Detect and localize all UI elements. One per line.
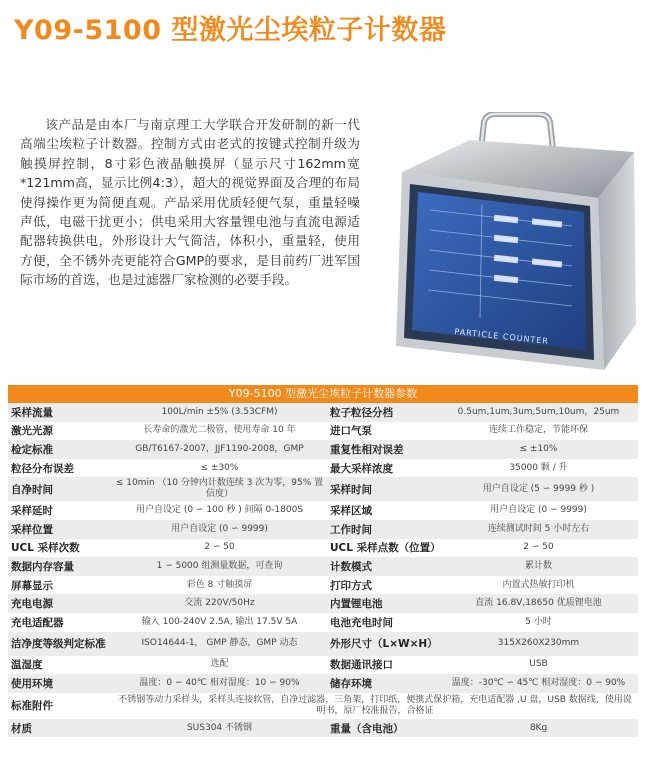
spec-label: 洁净度等级判定标准 — [11, 638, 106, 651]
spec-value: 直流 16.8V,18650 优质锂电池 — [475, 598, 602, 609]
spec-label: 打印方式 — [330, 579, 372, 592]
spec-label: 屏幕显示 — [11, 579, 53, 592]
spec-label: 最大采样浓度 — [330, 462, 393, 475]
spec-label: 粒径分布误差 — [11, 462, 74, 475]
spec-value: 100L/min ±5% (3.53CFM) — [161, 406, 278, 417]
spec-label: 自净时间 — [11, 483, 53, 496]
spec-value: 2 ∽ 50 — [204, 542, 235, 553]
spec-row — [8, 403, 638, 422]
product-description: 该产品是由本厂与南京理工大学联合开发研制的新一代高端尘埃粒子计数器。控制方式由老式的按键式控制升级为触摸屏控制，8寸彩色液晶触摸屏（显示尺寸162mm宽*121mm高，显示比例4:3），超大的视觉界面及合理的布局使得操作更为简便直观。产品采用优质轻便气泵，重量轻噪声低，电磁干扰更小；供电采用大容量锂电池与直流电源适配器转换供电，外形设计大气简洁，体积小，重量轻，使用方便，全不锈外壳更能符合GMP的要求，是目前药厂进军国际市场的首选，也是过滤器厂家检测的必要手段。 — [20, 117, 360, 288]
spec-row — [8, 632, 638, 656]
spec-value: 8Kg — [529, 722, 548, 733]
spec-label: 重量（含电池） — [330, 722, 404, 735]
spec-row — [8, 440, 638, 459]
spec-value: 交流 220V/50Hz — [184, 598, 255, 609]
spec-label: 数据内存容量 — [11, 560, 74, 573]
spec-row — [8, 557, 638, 576]
spec-value: ≤ 10min （10 分钟内计数连续 3 次为零，95% 置信度） — [115, 478, 324, 500]
spec-label: 充电适配器 — [11, 616, 64, 629]
spec-value: 315X260X230mm — [497, 638, 580, 649]
spec-value: 0.5um,1um,3um,5um,10um，25um — [457, 406, 620, 417]
spec-row — [8, 693, 638, 719]
spec-value: 不锈钢等动力采样头，采样头连接软管，自净过滤器，三角架，打印纸，便携式保护箱，充电适配器 ,U 盘，USB 数据线，使用说明书，原厂校准报告，合格证 — [118, 694, 632, 716]
spec-value: ≤ ±10% — [519, 443, 558, 454]
spec-value: 连续工作稳定，节能环保 — [488, 425, 588, 436]
spec-value: 选配 — [210, 659, 229, 670]
spec-value: 35000 颗 / 升 — [509, 462, 568, 473]
spec-value: USB — [529, 659, 548, 670]
spec-value: GB/T6167-2007，JJF1190-2008，GMP — [135, 443, 304, 454]
spec-value: 用户自设定 (0 ∽ 9999) — [490, 505, 587, 516]
spec-row — [8, 422, 638, 441]
spec-label: UCL 采样点数（位置） — [330, 542, 441, 555]
spec-row — [8, 501, 638, 520]
spec-value: 温度：0 ∽ 40℃ 相对湿度：10 ∽ 90% — [139, 677, 300, 688]
spec-value: 温度：-30℃ ∽ 45℃ 相对湿度：0 ∽ 90% — [451, 677, 626, 688]
spec-value: 用户自设定 (5 ∽ 9999 秒 ) — [482, 483, 595, 494]
spec-value: ≤ ±30% — [200, 462, 239, 473]
spec-row — [8, 576, 638, 595]
spec-value: 内置式热敏打印机 — [502, 579, 575, 590]
spec-label: 检定标准 — [11, 443, 53, 456]
spec-row — [8, 594, 638, 613]
spec-label: 采样区域 — [330, 505, 372, 518]
spec-label: 采样位置 — [11, 523, 53, 536]
spec-row — [8, 719, 638, 738]
spec-row — [8, 674, 638, 693]
spec-row — [8, 656, 638, 675]
spec-value: 5 小时 — [525, 616, 552, 627]
spec-label: 使用环境 — [11, 677, 53, 690]
spec-label: 数据通讯接口 — [330, 659, 393, 672]
spec-label: 材质 — [11, 722, 32, 735]
spec-value: SUS304 不锈钢 — [186, 722, 253, 733]
spec-row — [8, 613, 638, 632]
page-title: Y09-5100 型激光尘埃粒子计数器 — [14, 15, 447, 46]
spec-value: 长寿命的激光二极管，使用寿命 10 年 — [143, 425, 296, 436]
particle-counter-image — [372, 112, 640, 380]
spec-row — [8, 520, 638, 539]
spec-label: 标准附件 — [11, 700, 53, 713]
spec-label: 采样流量 — [11, 406, 53, 419]
spec-row — [8, 539, 638, 558]
spec-table-caption: Y09-5100 型激光尘埃粒子计数器参数 — [8, 385, 638, 403]
spec-label: 电池充电时间 — [330, 616, 393, 629]
spec-label: 内置锂电池 — [330, 598, 383, 611]
spec-value: 连续测试时间 5 小时左右 — [487, 523, 590, 534]
spec-value: 用户自设定 (0 ∽ 9999) — [171, 523, 268, 534]
spec-value: 2 ∽ 50 — [523, 542, 554, 553]
spec-value: 用户自设定 (0 ∽ 100 秒 ) 间隔 0-1800S — [135, 505, 304, 516]
spec-label: 重复性相对误差 — [330, 443, 404, 456]
spec-row — [8, 459, 638, 478]
spec-table — [8, 385, 638, 737]
spec-label: 激光光源 — [11, 425, 53, 438]
spec-label: 温湿度 — [11, 659, 43, 672]
spec-label: UCL 采样次数 — [11, 542, 80, 555]
spec-row — [8, 477, 638, 501]
spec-value: 彩色 8 寸触摸屏 — [186, 579, 253, 590]
spec-value: 累计数 — [524, 560, 552, 571]
spec-value: 输入 100-240V 2.5A, 输出 17.5V 5A — [141, 616, 298, 627]
spec-label: 充电电源 — [11, 598, 53, 611]
spec-value: 1 ∽ 5000 组测量数据，可查询 — [156, 560, 283, 571]
spec-label: 计数模式 — [330, 560, 372, 573]
spec-value: ISO14644-1， GMP 静态，GMP 动态 — [141, 638, 298, 649]
spec-label: 进口气泵 — [330, 425, 372, 438]
device-screen-label: PARTICLE COUNTER — [453, 327, 550, 346]
spec-label: 采样时间 — [330, 483, 372, 496]
spec-label: 储存环境 — [330, 677, 372, 690]
spec-label: 工作时间 — [330, 523, 372, 536]
spec-label: 外形尺寸（L×W×H） — [330, 638, 438, 651]
spec-label: 粒子粒径分档 — [330, 406, 393, 419]
spec-label: 采样延时 — [11, 505, 53, 518]
